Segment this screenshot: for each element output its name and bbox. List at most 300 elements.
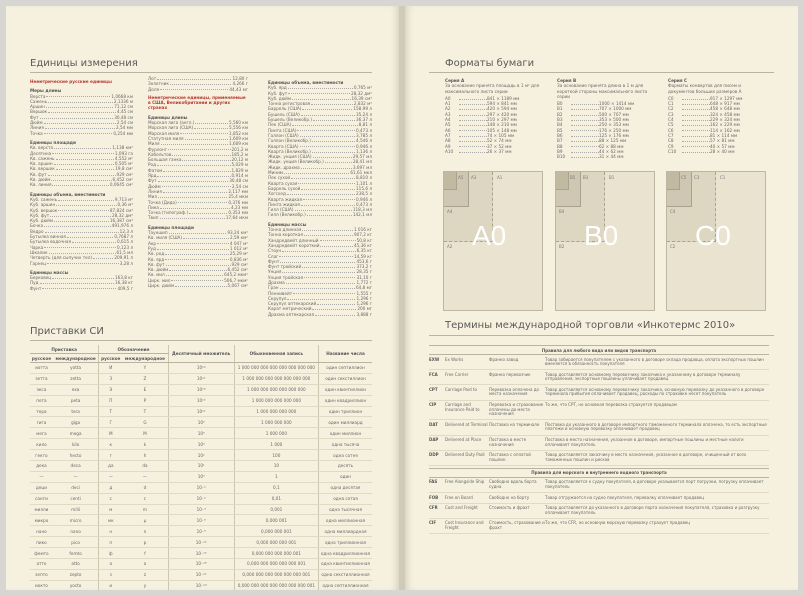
- unit-name: Драхма аптекарская: [268, 311, 315, 317]
- leader-dots: [459, 101, 487, 105]
- unit-name: Большая ганка: [148, 157, 182, 163]
- unit-name: Куб. сажень: [30, 196, 58, 202]
- unit-name: Драхма: [268, 279, 285, 285]
- incoterm-description: То же, что CPT, но основная перевозка страхуется продавцом: [545, 402, 677, 408]
- section-heading: Неметрические единицы, применяемые в США, Великобритании и других странах: [148, 94, 246, 111]
- unit-value: 4,552 м²: [114, 155, 133, 161]
- leader-dots: [571, 106, 599, 110]
- leader-dots: [304, 275, 355, 279]
- format-name: B7: [557, 138, 563, 144]
- unit-name: Вершок: [30, 109, 48, 115]
- si-cell: 1 000: [234, 439, 318, 450]
- unit-name: Кв. дюйм: [148, 267, 169, 273]
- unit-name: Кв. дюйм: [30, 177, 51, 183]
- unit-row: [30, 182, 133, 187]
- leader-dots: [58, 197, 114, 201]
- format-size-label: C1: [720, 175, 726, 180]
- si-cell: П: [99, 395, 122, 406]
- unit-name: Гилл (Великобр.): [268, 212, 306, 218]
- incoterm-row: [429, 493, 769, 504]
- leader-dots: [320, 238, 356, 242]
- incoterm-name-ru: Поставка на терминале: [489, 421, 540, 427]
- unit-value: 30,48 см: [114, 114, 133, 120]
- incoterm-name-ru: Стоимость и фрахт: [489, 505, 530, 511]
- unit-name: Десятина: [30, 150, 52, 156]
- incoterm-name: Carriage Paid to: [445, 386, 477, 392]
- incoterm-description: Поставка в место назначения, указанное в договоре, импортные пошлины и местные налоги оплачивает покупатель: [545, 437, 744, 447]
- units-column-2: [148, 76, 248, 288]
- si-cell: 10¹⁵: [168, 395, 234, 406]
- si-cell: 1: [234, 471, 318, 482]
- unit-value: 25,29 м²: [229, 251, 248, 257]
- leader-dots: [303, 197, 355, 201]
- leader-dots: [459, 122, 487, 126]
- leader-dots: [48, 99, 113, 103]
- unit-value: 907,2 кг: [353, 232, 372, 238]
- leader-dots: [312, 138, 355, 142]
- unit-value: 373,2 г: [356, 264, 372, 270]
- incoterm-name: Delivered at Terminal: [445, 421, 488, 427]
- incoterm-description: Товар доставляется основному перевозчику заказчика, основную перевозку до указанного в договоре терминала прибытия оплачивает продавец, расходы по страховке несет покупатель: [545, 386, 765, 397]
- si-cell: 0,01: [234, 493, 318, 504]
- unit-value: 1,772 г: [356, 279, 372, 285]
- unit-name: Пинта жидкая: [268, 201, 300, 207]
- si-cell: G: [122, 417, 168, 428]
- format-name: A1: [445, 101, 451, 107]
- format-name: C5: [668, 122, 674, 128]
- si-cell: 10⁻¹⁸: [168, 559, 234, 570]
- si-cell: п: [99, 537, 122, 548]
- format-big-label: A0: [472, 220, 507, 251]
- unit-value: 2,1336 м: [113, 98, 133, 104]
- leader-dots: [40, 115, 114, 119]
- leader-dots: [288, 85, 353, 89]
- si-table-row: [30, 515, 372, 526]
- si-cell: десять: [319, 461, 373, 472]
- unit-value: 0,7687 л: [114, 234, 133, 240]
- unit-value: 0,123 л: [117, 244, 133, 250]
- format-size: 458 × 648 мм: [710, 106, 740, 112]
- format-size-label: C5: [681, 175, 687, 180]
- si-cell: a: [122, 559, 168, 570]
- unit-value: 20,12 м: [231, 157, 248, 163]
- unit-value: 5,067 см²: [227, 282, 248, 288]
- si-cell: И: [99, 363, 122, 374]
- unit-name: Тонна короткая: [268, 232, 303, 238]
- format-big-label: B0: [584, 220, 619, 251]
- incoterm-code: EXW: [429, 356, 440, 362]
- format-big-label: C0: [695, 220, 731, 251]
- leader-dots: [54, 145, 111, 149]
- leader-dots: [459, 117, 487, 121]
- si-table-row: [30, 450, 372, 461]
- incoterm-code: DAT: [429, 421, 438, 427]
- th-sym-ru: русское: [99, 354, 122, 363]
- unit-value: 4,45 см: [116, 109, 133, 115]
- paper-series-2: [557, 78, 653, 159]
- si-cell: deca: [53, 461, 99, 472]
- unit-value: 28,35 г: [356, 269, 372, 275]
- si-cell: 0,000 000 000 000 001: [234, 548, 318, 559]
- format-name: A4: [445, 117, 451, 123]
- unit-value: 1,0668 км: [111, 93, 133, 99]
- leader-dots: [313, 117, 355, 121]
- unit-value: 61,61 мкл: [350, 170, 372, 176]
- format-size: 62 × 88 мм: [599, 143, 624, 149]
- si-cell: —: [99, 471, 122, 482]
- leader-dots: [169, 230, 227, 234]
- si-cell: 10¹⁸: [168, 384, 234, 395]
- format-size: 114 × 162 мм: [710, 127, 740, 133]
- leader-dots: [52, 151, 114, 155]
- si-cell: femto: [53, 548, 99, 559]
- unit-name: Куб. аршин: [30, 202, 56, 208]
- left-page: [6, 6, 399, 590]
- format-size: 52 × 74 мм: [487, 138, 512, 144]
- si-cell: mega: [53, 428, 99, 439]
- unit-value: 16,38 кг: [114, 280, 133, 286]
- leader-dots: [48, 172, 116, 176]
- unit-name: Тонна регистровая: [268, 101, 311, 107]
- leader-dots: [288, 91, 350, 95]
- unit-value: 929 см²: [116, 171, 133, 177]
- incoterm-name-ru: Свободно на борту: [489, 494, 530, 500]
- leader-dots: [292, 122, 358, 126]
- leader-dots: [682, 96, 710, 100]
- leader-dots: [42, 286, 116, 290]
- si-cell: зетта: [30, 373, 53, 384]
- si-cell: 1 000 000 000 000 000 000: [234, 384, 318, 395]
- si-cell: с: [99, 493, 122, 504]
- leader-dots: [44, 245, 116, 249]
- unit-value: 45,36 кг: [353, 242, 372, 248]
- format-size-label: B5: [570, 175, 576, 180]
- incoterms-table: [429, 343, 769, 534]
- incoterm-code: DDP: [429, 452, 439, 458]
- si-cell: один квинтиллион: [319, 384, 373, 395]
- si-cell: kilo: [53, 439, 99, 450]
- unit-value: 1,138 км²: [112, 145, 133, 151]
- paper-series-3: [668, 78, 764, 154]
- unit-name: Берковец: [30, 275, 52, 281]
- unit-value: 0,473 л: [356, 127, 372, 133]
- format-size-label: A5: [458, 175, 464, 180]
- leader-dots: [304, 232, 353, 236]
- si-cell: deci: [53, 482, 99, 493]
- incoterm-code: FOB: [429, 494, 439, 500]
- unit-value: 0,0645 см²: [109, 182, 133, 188]
- si-title-rule: [30, 340, 372, 341]
- si-table-row: [30, 493, 372, 504]
- unit-name: Хандредвейт длинный: [268, 237, 319, 243]
- incoterm-code: CIF: [429, 520, 437, 526]
- si-cell: атто: [30, 559, 53, 570]
- unit-value: 1,296 г: [356, 301, 372, 307]
- leader-dots: [49, 250, 116, 254]
- si-cell: дека: [30, 461, 53, 472]
- format-row: [445, 149, 541, 154]
- leader-dots: [157, 246, 229, 250]
- unit-name: Пеннивейт: [268, 290, 293, 296]
- format-name: C6: [668, 127, 674, 133]
- leader-dots: [160, 205, 230, 209]
- si-cell: 10⁰: [168, 471, 234, 482]
- series-note: За основание принята площадь в 1 м² для максимального листа серии: [445, 83, 540, 94]
- format-size: 917 × 1297 мм: [710, 95, 743, 101]
- unit-value: 158,99 л: [353, 106, 372, 112]
- si-cell: фемто: [30, 548, 53, 559]
- si-table-row: [30, 504, 372, 515]
- unit-value: 31,10 г: [356, 274, 372, 280]
- th-full: Обыкновенная запись: [234, 345, 318, 363]
- unit-name: Кв. ярд: [148, 256, 165, 262]
- unit-value: 5,560 км: [228, 120, 248, 126]
- si-table-row: [30, 373, 372, 384]
- incoterm-name: Free Alongside Ship: [445, 479, 485, 485]
- unit-name: Пек (США): [268, 122, 292, 128]
- format-size: 324 × 458 мм: [710, 111, 740, 117]
- si-cell: одна тысячная: [319, 504, 373, 515]
- unit-value: 1 016 кг: [353, 227, 372, 233]
- unit-name: Кв. фут: [30, 171, 47, 177]
- leader-dots: [157, 76, 231, 80]
- si-cell: М: [99, 428, 122, 439]
- unit-name: Пуд: [30, 280, 39, 286]
- leader-dots: [185, 136, 228, 140]
- unit-value: 3,785 л: [356, 132, 372, 138]
- leader-dots: [279, 254, 353, 258]
- unit-value: 0,914 м: [231, 173, 248, 179]
- unit-value: 9,713 м³: [114, 196, 133, 202]
- format-name: A9: [445, 143, 451, 149]
- format-name: B2: [557, 111, 563, 117]
- si-cell: 10⁻⁶: [168, 515, 234, 526]
- unit-name: Акр: [148, 240, 157, 246]
- format-block-3: [556, 172, 569, 190]
- leader-dots: [682, 149, 710, 153]
- si-cell: 1 000 000 000 000 000: [234, 395, 318, 406]
- unit-name: Морская миля: [148, 130, 180, 136]
- si-cell: Z: [122, 373, 168, 384]
- si-cell: n: [122, 526, 168, 537]
- format-name: B5: [557, 127, 563, 133]
- incoterm-category: Правила для любого вида или видов транспорта: [429, 345, 769, 355]
- unit-name: Руд: [148, 245, 156, 251]
- format-name: B9: [557, 148, 563, 154]
- format-size: 40 × 57 мм: [710, 143, 735, 149]
- leader-dots: [175, 283, 226, 287]
- unit-name: Лот: [148, 76, 157, 81]
- incoterm-code: DAP: [429, 437, 439, 443]
- si-table-row: [30, 395, 372, 406]
- unit-value: 35,24 л: [356, 111, 372, 117]
- si-cell: d: [122, 482, 168, 493]
- leader-dots: [183, 235, 229, 239]
- format-size-label: B1: [609, 175, 615, 180]
- unit-name: Морская лига (США): [148, 125, 194, 131]
- unit-value: 1 012 м²: [229, 245, 248, 251]
- si-cell: один квадриллион: [319, 395, 373, 406]
- units-column-1: [30, 76, 133, 291]
- leader-dots: [320, 243, 352, 247]
- si-cell: иотта: [30, 363, 53, 374]
- leader-dots: [459, 128, 487, 132]
- format-name: C7: [668, 132, 674, 138]
- format-size: 1000 × 1414 мм: [599, 101, 635, 107]
- group-heading: Меры длины: [30, 88, 62, 94]
- si-cell: peta: [53, 395, 99, 406]
- leader-dots: [46, 104, 113, 108]
- leader-dots: [280, 259, 355, 263]
- leader-dots: [682, 117, 710, 121]
- leader-dots: [44, 223, 111, 227]
- si-cell: da: [122, 461, 168, 472]
- si-cell: Г: [99, 417, 122, 428]
- unit-value: 71,12 см: [114, 104, 133, 110]
- si-table-row: [30, 417, 372, 428]
- unit-row: [148, 215, 248, 220]
- unit-name: Куб. фут: [268, 90, 288, 96]
- th-prefix-intl: международное: [53, 354, 99, 363]
- si-cell: 10⁻²: [168, 493, 234, 504]
- si-cell: одна сотня: [319, 450, 373, 461]
- unit-value: 0,765 м³: [353, 85, 372, 91]
- unit-value: 4,266 г: [232, 81, 248, 87]
- unit-name: Жидк. драхма: [268, 164, 300, 170]
- leader-dots: [682, 138, 710, 142]
- format-name: B1: [557, 106, 563, 112]
- unit-value: 8,810 л: [356, 175, 372, 181]
- unit-name: Кварта сухая: [268, 180, 298, 186]
- incoterm-row: [429, 370, 769, 385]
- leader-dots: [93, 255, 113, 259]
- title-rule: [30, 72, 372, 73]
- unit-name: Галлон (США): [268, 132, 299, 138]
- incoterm-code: CIP: [429, 402, 437, 408]
- unit-value: 4,546 л: [356, 138, 372, 144]
- leader-dots: [298, 181, 355, 185]
- unit-name: Кварта (США): [268, 143, 299, 149]
- si-cell: —: [30, 471, 53, 482]
- leader-dots: [44, 120, 116, 124]
- si-cell: мк: [99, 515, 122, 526]
- si-cell: одна квадриллионная: [319, 548, 373, 559]
- leader-dots: [56, 202, 116, 206]
- incoterm-code: FAS: [429, 479, 438, 485]
- unit-name: Слаг: [268, 253, 279, 259]
- incoterm-code: FCA: [429, 371, 438, 377]
- unit-value: 0,946 л: [356, 196, 372, 202]
- unit-name: Кв. сажень: [30, 155, 55, 161]
- leader-dots: [160, 215, 225, 219]
- format-size: 176 × 250 мм: [599, 127, 629, 133]
- leader-dots: [571, 117, 599, 121]
- incoterm-name: Ex Works: [445, 356, 464, 362]
- incoterm-name-ru: Поставка в месте назначения: [489, 437, 527, 447]
- si-cell: exa: [53, 384, 99, 395]
- leader-dots: [56, 166, 114, 170]
- unit-name: Кв. линия: [30, 182, 52, 188]
- si-cell: одна тысяча: [319, 439, 373, 450]
- si-cell: милли: [30, 504, 53, 515]
- leader-dots: [165, 257, 229, 261]
- incoterm-name-ru: Свободно вдоль борта судна: [489, 479, 537, 489]
- unit-value: 2,54 см: [116, 120, 133, 126]
- si-cell: milli: [53, 504, 99, 515]
- si-cell: 10⁻¹⁵: [168, 548, 234, 559]
- unit-value: 0,836 м²: [229, 256, 248, 262]
- unit-name: Чарка: [30, 244, 44, 250]
- leader-dots: [571, 144, 599, 148]
- leader-dots: [160, 87, 228, 91]
- incoterm-name-ru: Поставка с оплатой пошлин: [489, 452, 531, 462]
- si-cell: ф: [99, 548, 122, 559]
- unit-value: 2,54 мм: [116, 125, 133, 131]
- unit-name: Пек сухой: [268, 175, 291, 181]
- incoterm-row: [429, 436, 769, 451]
- format-size-label: A1: [497, 175, 503, 180]
- si-cell: г: [99, 450, 122, 461]
- leader-dots: [682, 122, 710, 126]
- format-size: 74 × 105 мм: [487, 132, 515, 138]
- unit-name: Галлон (Великобр.): [268, 138, 311, 144]
- leader-dots: [52, 275, 114, 279]
- si-cell: гига: [30, 417, 53, 428]
- unit-value: 491,976 л: [111, 223, 133, 229]
- unit-value: 238,5 л: [356, 191, 372, 197]
- format-diagram-1: [443, 171, 543, 311]
- incoterm-name-ru: Перевозка оплачена до места назначения: [489, 386, 539, 397]
- format-diagram-2: [555, 171, 655, 311]
- incoterm-description: Товар доставляется заказчику в место назначения, указанное в договоре, очищенный от всех таможенных пошлин и рисков: [545, 452, 747, 462]
- si-cell: З: [99, 373, 122, 384]
- incoterm-name: Free on Board: [445, 494, 473, 500]
- si-cell: один: [319, 471, 373, 482]
- leader-dots: [158, 194, 227, 198]
- leader-dots: [682, 133, 710, 137]
- incoterm-code: CPT: [429, 386, 438, 392]
- leader-dots: [315, 312, 355, 316]
- si-cell: giga: [53, 417, 99, 428]
- unit-value: 1,136 л: [356, 148, 372, 154]
- format-size: 297 × 420 мм: [487, 111, 517, 117]
- booklet-spread: [6, 6, 798, 590]
- si-table-row: [30, 580, 372, 590]
- unit-row: [148, 283, 248, 288]
- leader-dots: [287, 296, 355, 300]
- leader-dots: [158, 178, 229, 182]
- si-cell: 10⁻¹²: [168, 537, 234, 548]
- format-row: [557, 154, 653, 159]
- incoterm-name: Delivered Duty Paid: [445, 452, 485, 458]
- si-cell: тера: [30, 406, 53, 417]
- si-cell: h: [122, 450, 168, 461]
- unit-value: 44,43 мг: [229, 86, 248, 92]
- unit-name: Миним: [268, 170, 283, 176]
- si-cell: 10³: [168, 439, 234, 450]
- leader-dots: [317, 301, 355, 305]
- incoterm-row: [429, 504, 769, 519]
- si-cell: 10⁹: [168, 417, 234, 428]
- unit-name: Кв. вершок: [30, 166, 55, 172]
- group-heading: Единицы площади: [148, 224, 194, 230]
- format-size: 420 × 594 мм: [487, 106, 517, 112]
- unit-name: Скрупул аптекарский: [268, 301, 317, 307]
- leader-dots: [682, 144, 710, 148]
- incoterms-title: Термины международной торговли «Инкотермс 2010»: [445, 320, 736, 331]
- unit-name: Морская лига (англ.): [148, 120, 195, 126]
- unit-row: [268, 312, 372, 317]
